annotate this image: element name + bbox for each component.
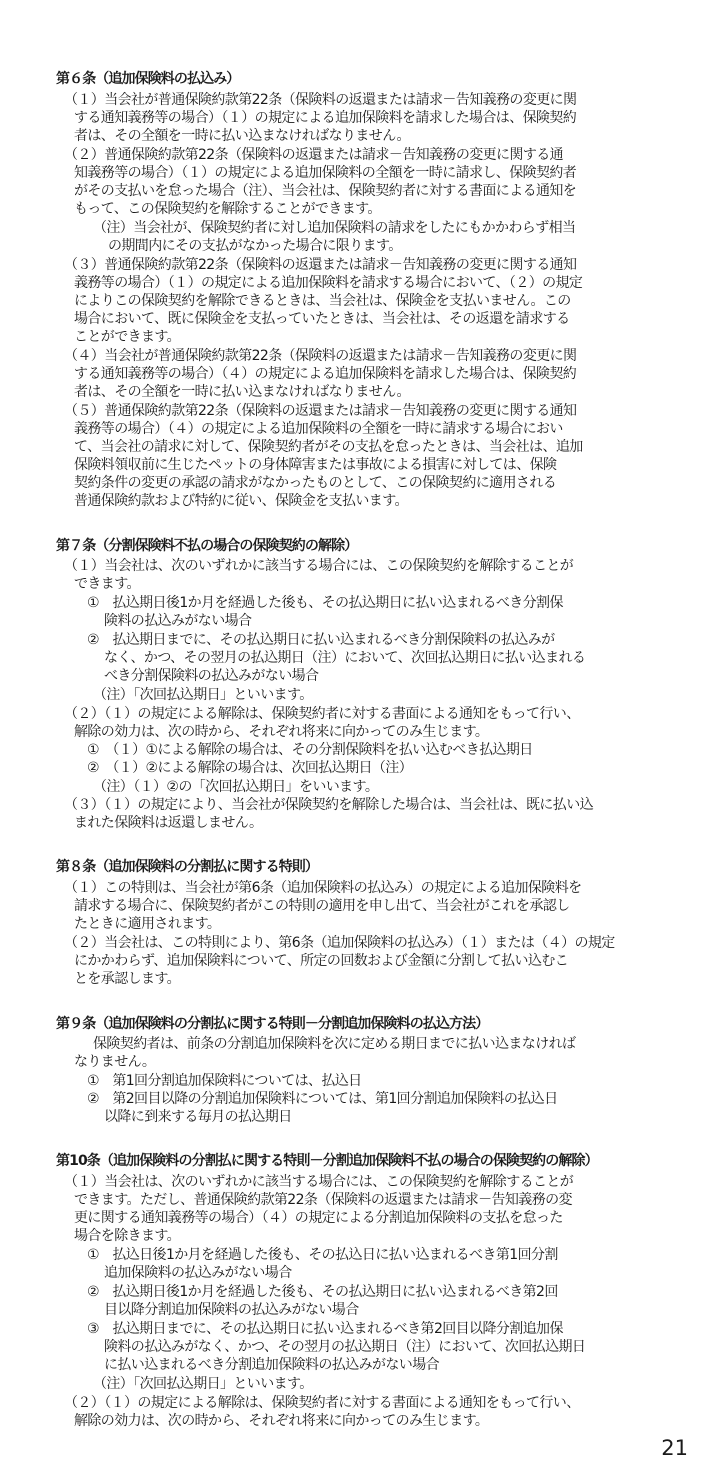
article-heading: 第７条（分割保険料不払の場合の保険契約の解除）	[56, 538, 358, 554]
text-line: （２）（１）の規定による解除は、保険契約者に対する書面による通知をもって行い、	[64, 706, 580, 722]
text-line: がその支払いを怠った場合（注）、当会社は、保険契約者に対する書面による通知を	[74, 183, 577, 199]
text-line: 以降に到来する毎月の払込期日	[104, 1109, 292, 1125]
text-line: （注）当会社が、保険契約者に対し追加保険料の請求をしたにもかかわらず相当	[93, 220, 576, 236]
text-line: ② 払込期日後1か月を経過した後も、その払込期日に払い込まれるべき第2回	[87, 1284, 558, 1300]
text-line: 義務等の場合）（１）の規定による追加保険料を請求する場合において、（２）の規定	[74, 275, 583, 291]
text-line: ① 払込期日後1か月を経過した後も、その払込期日に払い込まれるべき分割保	[87, 595, 563, 611]
text-line: なく、かつ、その翌月の払込期日（注）において、次回払込期日に払い込まれる	[104, 650, 586, 666]
text-line: ② （１）②による解除の場合は、次回払込期日（注）	[87, 760, 413, 776]
text-line: （５）普通保険約款第22条（保険料の返還または請求－告知義務の変更に関する通知	[64, 403, 577, 419]
text-line: できます。ただし、普通保険約款第22条（保険料の返還または請求－告知義務の変	[74, 1192, 572, 1208]
text-line: 解除の効力は、次の時から、それぞれ将来に向かってのみ生じます。	[74, 1413, 489, 1429]
text-line: ① （１）①による解除の場合は、その分割保険料を払い込むべき払込期日	[87, 742, 533, 758]
text-line: ② 第2回目以降の分割追加保険料については、第1回分割追加保険料の払込日	[87, 1091, 558, 1107]
text-line: 場合を除きます。	[74, 1228, 181, 1244]
text-line: （１）この特則は、当会社が第6条（追加保険料の払込み）の規定による追加保険料を	[64, 880, 582, 896]
text-line: 契約条件の変更の承認の請求がなかったものとして、この保険契約に適用される	[74, 475, 557, 491]
article-heading: 第６条（追加保険料の払込み）	[56, 71, 240, 87]
text-line: （注）「次回払込期日」といいます。	[93, 1376, 313, 1392]
text-line: ③ 払込期日までに、その払込期日に払い込まれるべき第2回目以降分割追加保	[87, 1321, 563, 1337]
text-line: 者は、その全額を一時に払い込まなければなりません。	[74, 384, 410, 400]
text-line: 請求する場合に、保険契約者がこの特則の適用を申し出て、当会社がこれを承認し	[74, 898, 570, 914]
text-line: 普通保険約款および特約に従い、保険金を支払います。	[74, 493, 408, 509]
text-line: （２）（１）の規定による解除は、保険契約者に対する書面による通知をもって行い、	[64, 1395, 580, 1411]
text-line: （２）普通保険約款第22条（保険料の返還または請求－告知義務の変更に関する通	[64, 147, 564, 163]
text-line: 険料の払込みがなく、かつ、その翌月の払込期日（注）において、次回払込期日	[104, 1339, 586, 1355]
text-line: （３）普通保険約款第22条（保険料の返還または請求－告知義務の変更に関する通知	[64, 257, 577, 273]
text-line: べき分割保険料の払込みがない場合	[104, 668, 319, 684]
text-line: もって、この保険契約を解除することができます。	[74, 201, 381, 217]
text-line: たときに適用されます。	[74, 916, 221, 932]
text-line: 義務等の場合）（４）の規定による追加保険料の全額を一時に請求する場合におい	[74, 421, 563, 437]
text-line: （２）当会社は、この特則により、第6条（追加保険料の払込み）（１）または（４）の規定	[64, 935, 615, 951]
text-line: 目以降分割追加保険料の払込みがない場合	[104, 1302, 359, 1318]
text-line: （１）当会社は、次のいずれかに該当する場合には、この保険契約を解除することが	[64, 558, 574, 574]
text-line: 知義務等の場合）（１）の規定による追加保険料の全額を一時に請求し、保険契約者	[74, 165, 577, 181]
text-line: できます。	[74, 576, 140, 592]
text-line: とを承認します。	[74, 971, 181, 987]
text-line: 追加保険料の払込みがない場合	[104, 1265, 292, 1281]
text-line: によりこの保険契約を解除できるときは、当会社は、保険金を支払いません。この	[74, 293, 571, 309]
text-line: まれた保険料は返還しません。	[74, 815, 263, 831]
text-line: の期間内にその支払がなかった場合に限ります。	[108, 238, 402, 254]
text-line: なりません。	[74, 1054, 156, 1070]
text-line: ① 払込日後1か月を経過した後も、その払込日に払い込まれるべき第1回分割	[87, 1247, 558, 1263]
text-line: 更に関する通知義務等の場合）（４）の規定による分割追加保険料の支払を怠った	[74, 1210, 563, 1226]
text-line: （注）（１）②の「次回払込期日」をいいます。	[93, 779, 379, 795]
text-line: 者は、その全額を一時に払い込まなければなりません。	[74, 128, 410, 144]
text-line: 解除の効力は、次の時から、それぞれ将来に向かってのみ生じます。	[74, 724, 489, 740]
text-line: 保険契約者は、前条の分割追加保険料を次に定める期日までに払い込まなければ	[93, 1036, 576, 1052]
text-line: （１）当会社は、次のいずれかに該当する場合には、この保険契約を解除することが	[64, 1174, 574, 1190]
text-line: （３）（１）の規定により、当会社が保険契約を解除した場合は、当会社は、既に払い込	[64, 797, 593, 813]
text-line: ① 第1回分割追加保険料については、払込日	[87, 1073, 362, 1089]
article-heading: 第８条（追加保険料の分割払に関する特則）	[56, 859, 318, 875]
text-line: 保険料領収前に生じたペットの身体障害または事故による損害に対しては、保険	[74, 457, 557, 473]
article-heading: 第９条（追加保険料の分割払に関する特則－分割追加保険料の払込方法）	[56, 1016, 489, 1032]
text-line: する通知義務等の場合）（１）の規定による追加保険料を請求した場合は、保険契約	[74, 110, 577, 126]
text-line: する通知義務等の場合）（４）の規定による追加保険料を請求した場合は、保険契約	[74, 366, 577, 382]
text-line: （１）当会社が普通保険約款第22条（保険料の返還または請求－告知義務の変更に関	[64, 92, 577, 108]
text-line: 険料の払込みがない場合	[104, 613, 252, 629]
text-line: て、当会社の請求に対して、保険契約者がその支払を怠ったときは、当会社は、追加	[74, 439, 583, 455]
text-line: にかかわらず、追加保険料について、所定の回数および金額に分割して払い込むこ	[74, 953, 569, 969]
article-heading: 第10条（追加保険料の分割払に関する特則－分割追加保険料不払の場合の保険契約の解除）	[56, 1153, 598, 1169]
text-line: ② 払込期日までに、その払込期日に払い込まれるべき分割保険料の払込みが	[87, 632, 555, 648]
text-line: に払い込まれるべき分割追加保険料の払込みがない場合	[104, 1357, 439, 1373]
text-line: （注）「次回払込期日」といいます。	[93, 687, 313, 703]
text-line: 場合において、既に保険金を支払っていたときは、当会社は、その返還を請求する	[74, 311, 570, 327]
text-line: ことができます。	[74, 329, 181, 345]
page-number: 21	[661, 1436, 688, 1460]
text-line: （４）当会社が普通保険約款第22条（保険料の返還または請求－告知義務の変更に関	[64, 348, 577, 364]
